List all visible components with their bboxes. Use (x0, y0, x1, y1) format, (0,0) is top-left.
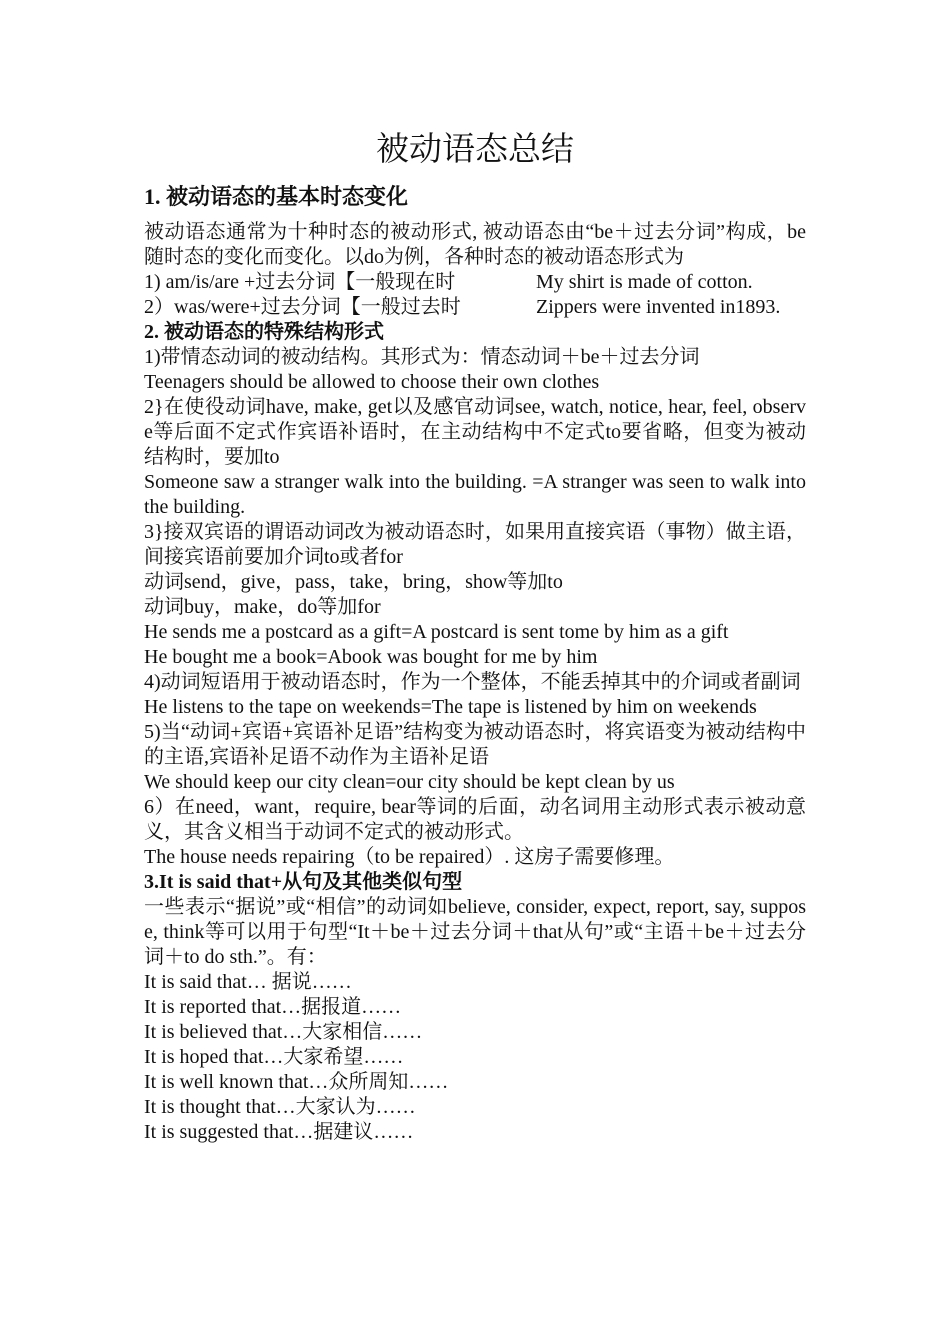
phrase-item: It is said that… 据说…… (144, 971, 352, 993)
phrase-item: It is thought that…大家认为…… (144, 1096, 416, 1118)
point-4-example: He listens to the tape on weekends=The tape is listened by him on weekends (144, 696, 757, 718)
point-1-text: 1)带情态动词的被动结构。其形式为：情态动词＋be＋过去分词 (144, 346, 700, 368)
point-2-example: Someone saw a stranger walk into the building. =A stranger was seen to walk into the building. (144, 471, 806, 518)
section-1-intro: 被动语态通常为十种时态的被动形式, 被动语态由“be＋过去分词”构成，be随时态的变化而变化。以do为例，各种时态的被动语态形式为 (144, 221, 806, 268)
document-title: 被动语态总结 (376, 132, 574, 168)
section-1-heading: 1. 被动语态的基本时态变化 (144, 184, 409, 209)
point-3-to-verbs: 动词send，give，pass，take，bring，show等加to (144, 571, 563, 593)
point-3-example-2: He bought me a book=Abook was bought for me by him (144, 646, 598, 668)
point-5-example: We should keep our city clean=our city should be kept clean by us (144, 771, 675, 793)
tense-row-1-form: 1) am/is/are +过去分词【一般现在时 (144, 271, 456, 293)
point-3-text: 3}接双宾语的谓语动词改为被动语态时，如果用直接宾语（事物）做主语，间接宾语前要加介词to或者for (144, 521, 806, 568)
tense-row-2-form: 2）was/were+过去分词【一般过去时 (144, 296, 461, 318)
section-3-heading: 3.It is said that+从句及其他类似句型 (144, 871, 463, 893)
section-3-intro: 一些表示“据说”或“相信”的动词如believe, consider, expect, report, say, suppose, think等可以用于句型“It＋be＋过去分词＋that从句”或“主语＋be＋过去分词＋to do sth.”。有： (144, 896, 806, 968)
point-1-example: Teenagers should be allowed to choose their own clothes (144, 371, 600, 393)
point-4-text: 4)动词短语用于被动语态时，作为一个整体，不能丢掉其中的介词或者副词 (144, 671, 801, 693)
phrase-item: It is hoped that…大家希望…… (144, 1046, 404, 1068)
section-2-heading: 2. 被动语态的特殊结构形式 (144, 321, 384, 343)
point-2-text: 2}在使役动词have, make, get以及感官动词see, watch, notice, hear, feel, observe等后面不定式作宾语补语时，在主动结构中不定式to要省略，但变为被动结构时，要加to (144, 396, 806, 468)
point-6-example: The house needs repairing（to be repaired）. 这房子需要修理。 (144, 846, 675, 868)
phrase-item: It is believed that…大家相信…… (144, 1021, 423, 1043)
point-3-example-1: He sends me a postcard as a gift=A postcard is sent tome by him as a gift (144, 621, 729, 643)
phrase-item: It is well known that…众所周知…… (144, 1071, 449, 1093)
tense-row-2 (144, 295, 806, 320)
point-5-text: 5)当“动词+宾语+宾语补足语”结构变为被动语态时，将宾语变为被动结构中的主语,宾语补足语不动作为主语补足语 (144, 721, 806, 768)
point-3-for-verbs: 动词buy，make，do等加for (144, 596, 381, 618)
tense-row-2-example: Zippers were invented in1893. (536, 296, 781, 318)
phrase-item: It is reported that…据报道…… (144, 996, 402, 1018)
point-6-text: 6）在need，want，require, bear等词的后面，动名词用主动形式表示被动意义，其含义相当于动词不定式的被动形式。 (144, 796, 806, 843)
tense-row-1 (144, 270, 806, 295)
phrase-item: It is suggested that…据建议…… (144, 1121, 414, 1143)
document-page (144, 128, 806, 1145)
tense-row-1-example: My shirt is made of cotton. (536, 271, 753, 293)
